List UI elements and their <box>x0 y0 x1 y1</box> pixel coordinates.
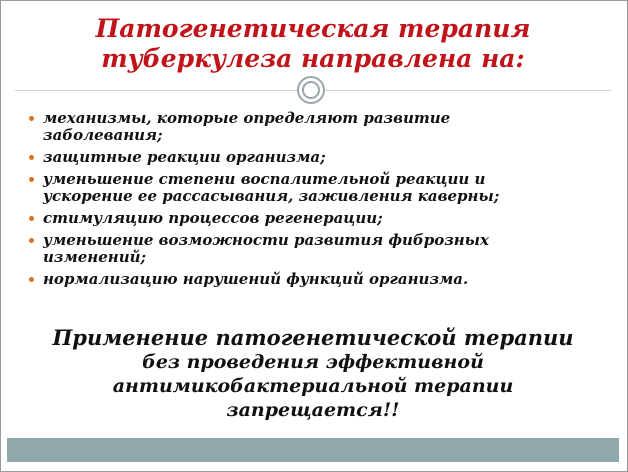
bullet-text: защитные реакции организма; <box>43 148 326 166</box>
circle-ornament-inner <box>302 81 320 99</box>
bullet-item <box>29 271 549 288</box>
bullet-item <box>29 232 549 266</box>
bullet-text: механизмы, которые определяют развитие заболевания; <box>43 109 451 144</box>
bullet-text: уменьшение степени воспалительной реакции и ускорение ее рассасывания, заживления каверны; <box>43 170 500 205</box>
bullet-text: нормализацию нарушений функций организма. <box>43 270 469 288</box>
conclusion-line-1: Применение патогенетической терапии <box>52 325 574 350</box>
bullet-dot-icon <box>29 177 34 182</box>
bullet-dot-icon <box>29 155 34 160</box>
conclusion-rest: без проведения эффективной антимикобактериальной терапии запрещается!! <box>112 351 514 421</box>
bullet-item <box>29 171 549 205</box>
conclusion-block <box>27 326 599 422</box>
bullet-text: стимуляцию процессов регенерации; <box>43 209 383 227</box>
bullet-list <box>29 110 549 293</box>
bullet-dot-icon <box>29 216 34 221</box>
bottom-bar <box>7 438 619 462</box>
bullet-text: уменьшение возможности развития фиброзных изменений; <box>43 231 489 266</box>
slide-title: Патогенетическая терапия туберкулеза направлена на: <box>95 14 531 73</box>
bullet-dot-icon <box>29 238 34 243</box>
slide <box>7 6 619 462</box>
bullet-dot-icon <box>29 277 34 282</box>
bullet-item <box>29 149 549 166</box>
bullet-item <box>29 110 549 144</box>
circle-ornament-icon <box>297 76 325 104</box>
bullet-dot-icon <box>29 116 34 121</box>
bullet-item <box>29 210 549 227</box>
